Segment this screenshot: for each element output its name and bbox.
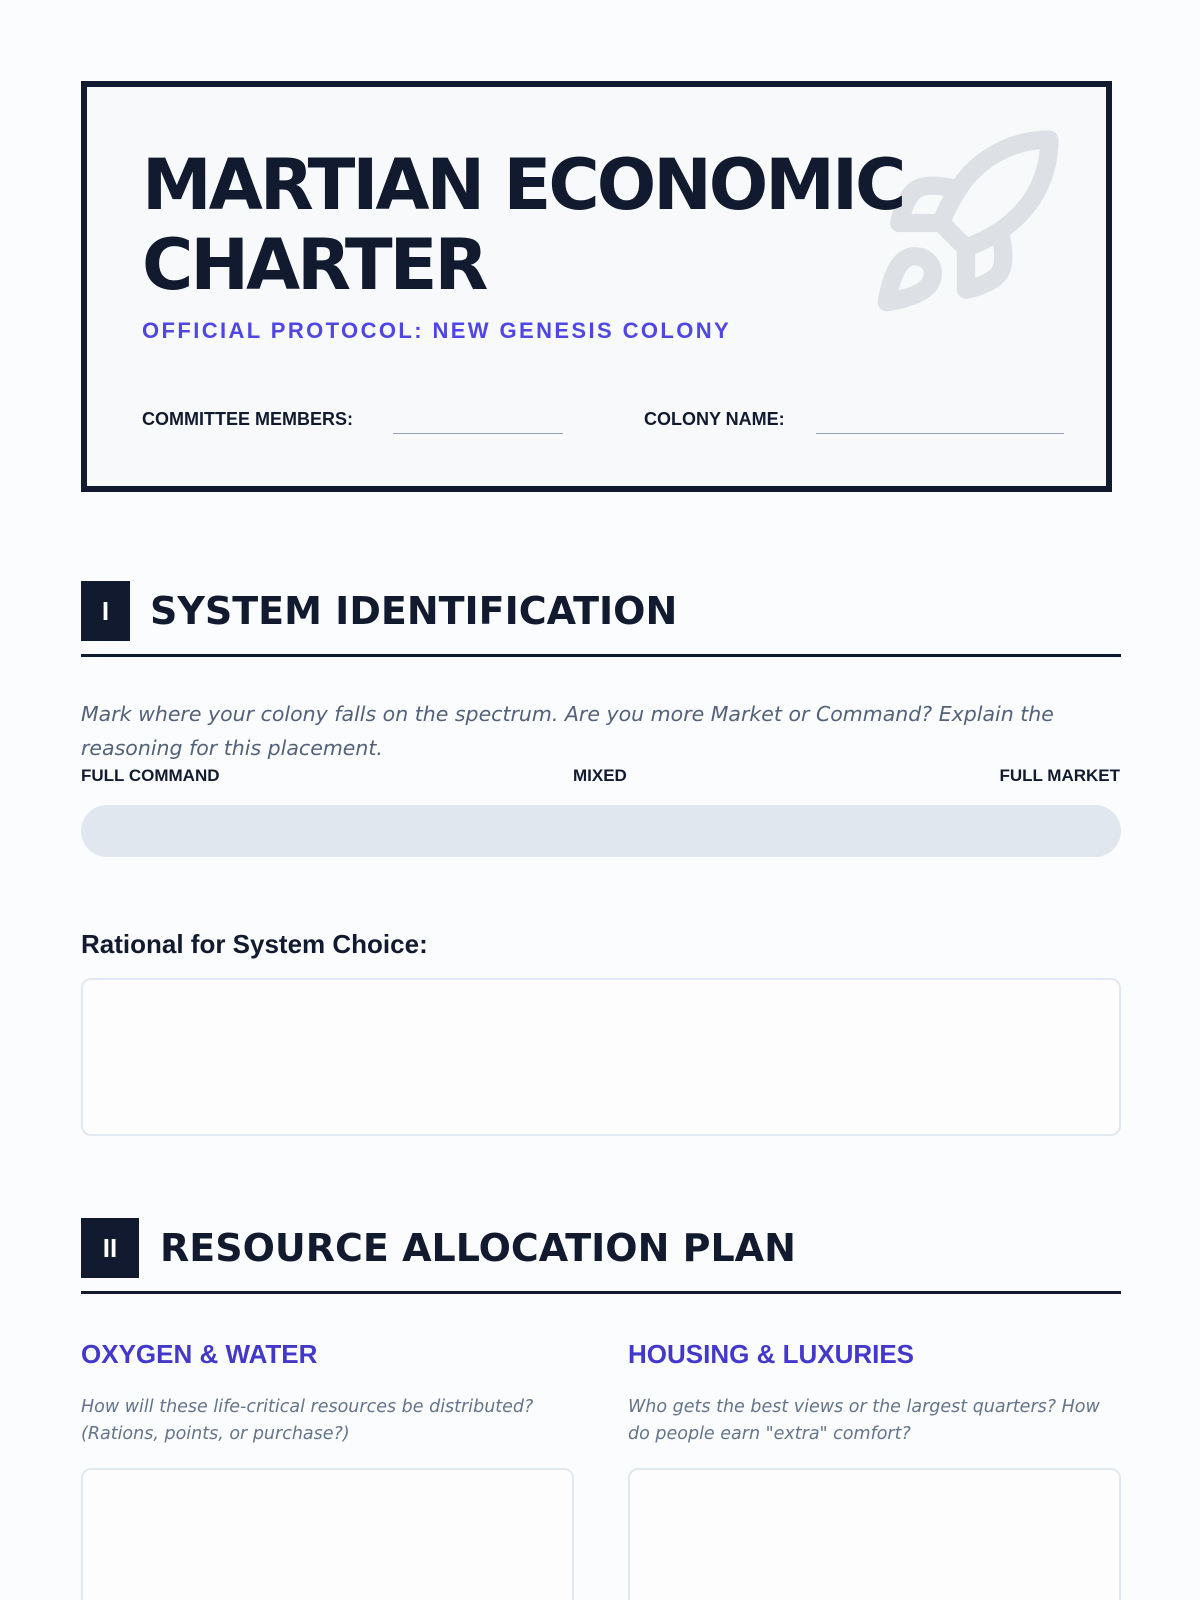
colony-name-label: COLONY NAME: [644,409,785,429]
charter-header [81,81,1112,492]
committee-members-field[interactable] [393,433,563,434]
section-numeral: II [81,1218,139,1278]
committee-members-label: COMMITTEE MEMBERS: [142,409,353,429]
spectrum-label-market: FULL MARKET [999,766,1120,785]
economic-spectrum-bar[interactable] [81,805,1121,857]
rationale-label: Rational for System Choice: [81,929,428,959]
rationale-textarea[interactable] [81,978,1121,1136]
spectrum-label-command: FULL COMMAND [81,766,220,785]
oxygen-water-heading: OXYGEN & WATER [81,1339,318,1369]
charter-title: MARTIAN ECONOMIC CHARTER [142,144,904,306]
housing-luxuries-prompt: Who gets the best views or the largest quarters? How do people earn "extra" comfort? [628,1397,1100,1444]
housing-luxuries-heading: HOUSING & LUXURIES [628,1339,915,1369]
spectrum-instructions: Mark where your colony falls on the spectrum. Are you more Market or Command? Explain the reasoning for this placement. [81,702,1054,760]
oxygen-water-prompt: How will these life-critical resources be distributed? (Rations, points, or purchase?) [81,1397,534,1444]
oxygen-water-textarea[interactable] [81,1468,574,1600]
section-numeral: I [81,581,130,641]
protocol-subtitle: OFFICIAL PROTOCOL: NEW GENESIS COLONY [142,318,732,343]
section-title: RESOURCE ALLOCATION PLAN [160,1226,796,1270]
colony-name-field[interactable] [816,433,1064,434]
housing-luxuries-textarea[interactable] [628,1468,1121,1600]
section-title: SYSTEM IDENTIFICATION [150,589,678,633]
section-system-identification [81,581,1121,657]
section-resource-allocation [81,1218,1121,1294]
spectrum-label-mixed: MIXED [573,766,627,785]
